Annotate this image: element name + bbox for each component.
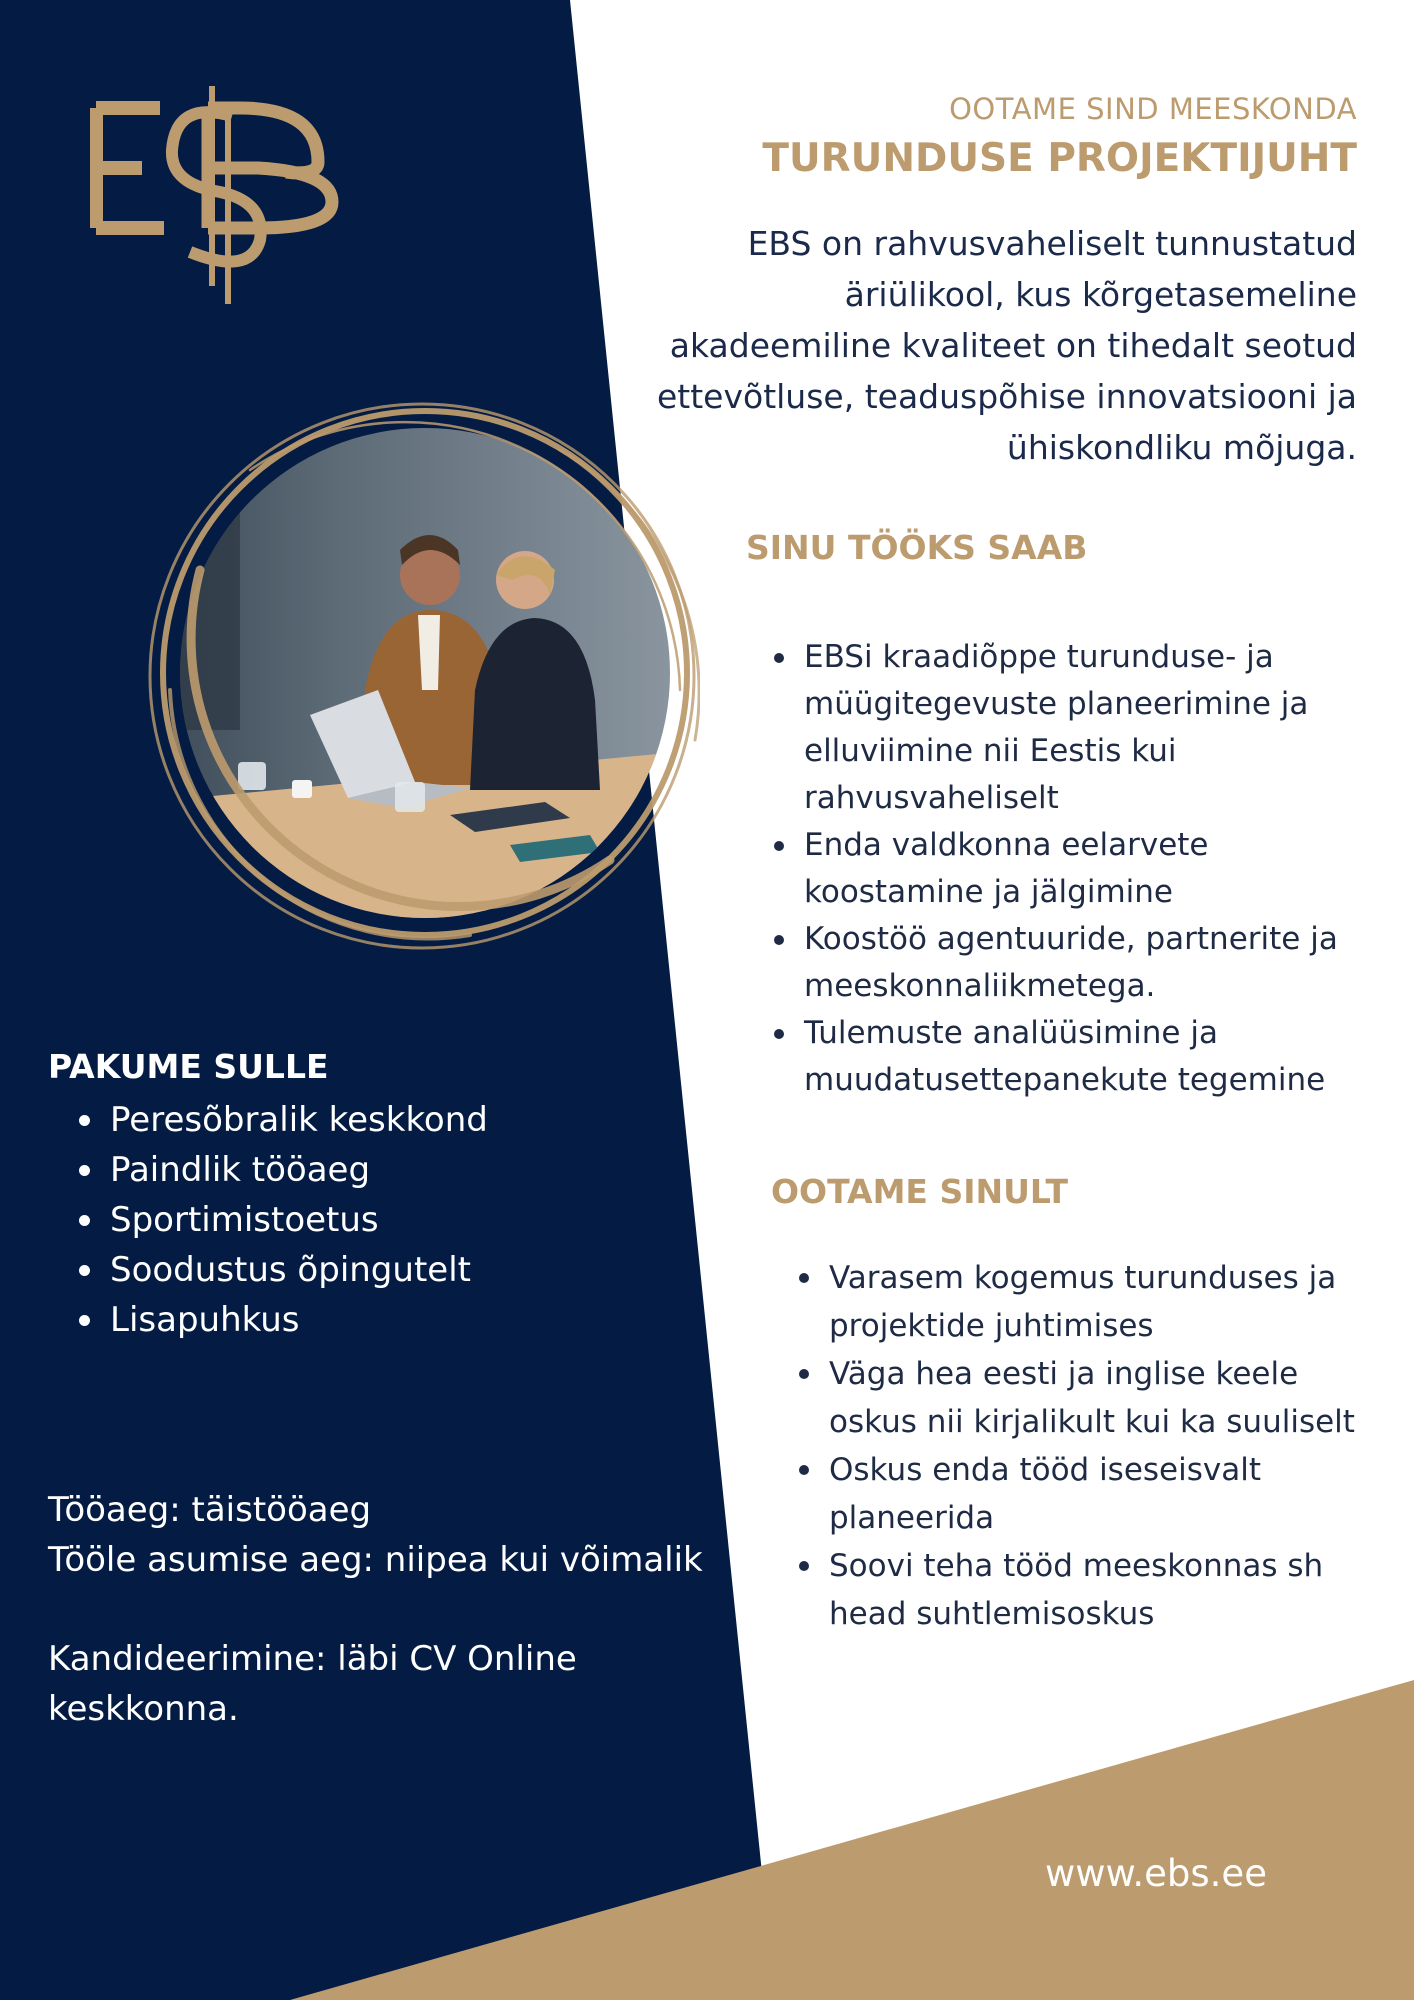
list-item: Soodustus õpingutelt bbox=[110, 1245, 488, 1295]
kicker: OOTAME SIND MEESKONDA bbox=[949, 92, 1357, 126]
list-item: Oskus enda tööd iseseisvalt planeerida bbox=[829, 1446, 1389, 1542]
ebs-logo bbox=[90, 80, 340, 310]
list-item: Väga hea eesti ja inglise keele oskus nii kirjalikult kui ka suuliselt bbox=[829, 1350, 1389, 1446]
requirements-list bbox=[829, 1254, 1389, 1638]
list-item: Sportimistoetus bbox=[110, 1195, 488, 1245]
list-item: Paindlik tööaeg bbox=[110, 1145, 488, 1195]
list-item: Soovi teha tööd meeskonnas sh head suhtlemisoskus bbox=[829, 1542, 1389, 1638]
start-date-text: Tööle asumise aeg: niipea kui võimalik bbox=[48, 1540, 703, 1580]
list-item: Tulemuste analüüsimine ja muudatusettepanekute tegemine bbox=[804, 1010, 1389, 1104]
list-item: EBSi kraadiõppe turunduse- ja müügitegevuste planeerimine ja elluviimine nii Eestis kui rahvusvaheliselt bbox=[804, 634, 1389, 822]
intro-text: EBS on rahvusvaheliselt tunnustatud äriülikool, kus kõrgetasemeline akadeemiline kvaliteet on tihedalt seotud ettevõtluse, teaduspõhise innovatsiooni ja ühiskondliku mõjuga. bbox=[657, 224, 1358, 467]
job-title: TURUNDUSE PROJEKTIJUHT bbox=[762, 136, 1357, 181]
list-item: Koostöö agentuuride, partnerite ja meeskonnaliikmetega. bbox=[804, 916, 1389, 1010]
website-link[interactable]: www.ebs.ee bbox=[1045, 1852, 1267, 1895]
offer-heading: PAKUME SULLE bbox=[48, 1047, 329, 1086]
list-item: Lisapuhkus bbox=[110, 1295, 488, 1345]
team-photo bbox=[140, 390, 700, 950]
apply-text: Kandideerimine: läbi CV Online keskkonna. bbox=[48, 1639, 577, 1729]
list-item: Varasem kogemus turunduses ja projektide juhtimises bbox=[829, 1254, 1389, 1350]
worktime-text: Tööaeg: täistööaeg bbox=[48, 1490, 372, 1530]
list-item: Enda valdkonna eelarvete koostamine ja jälgimine bbox=[804, 822, 1389, 916]
duties-list bbox=[804, 634, 1389, 1104]
duties-heading: SINU TÖÖKS SAAB bbox=[746, 528, 1088, 567]
offer-list bbox=[110, 1095, 488, 1345]
list-item: Peresõbralik keskkond bbox=[110, 1095, 488, 1145]
requirements-heading: OOTAME SINULT bbox=[771, 1172, 1068, 1211]
